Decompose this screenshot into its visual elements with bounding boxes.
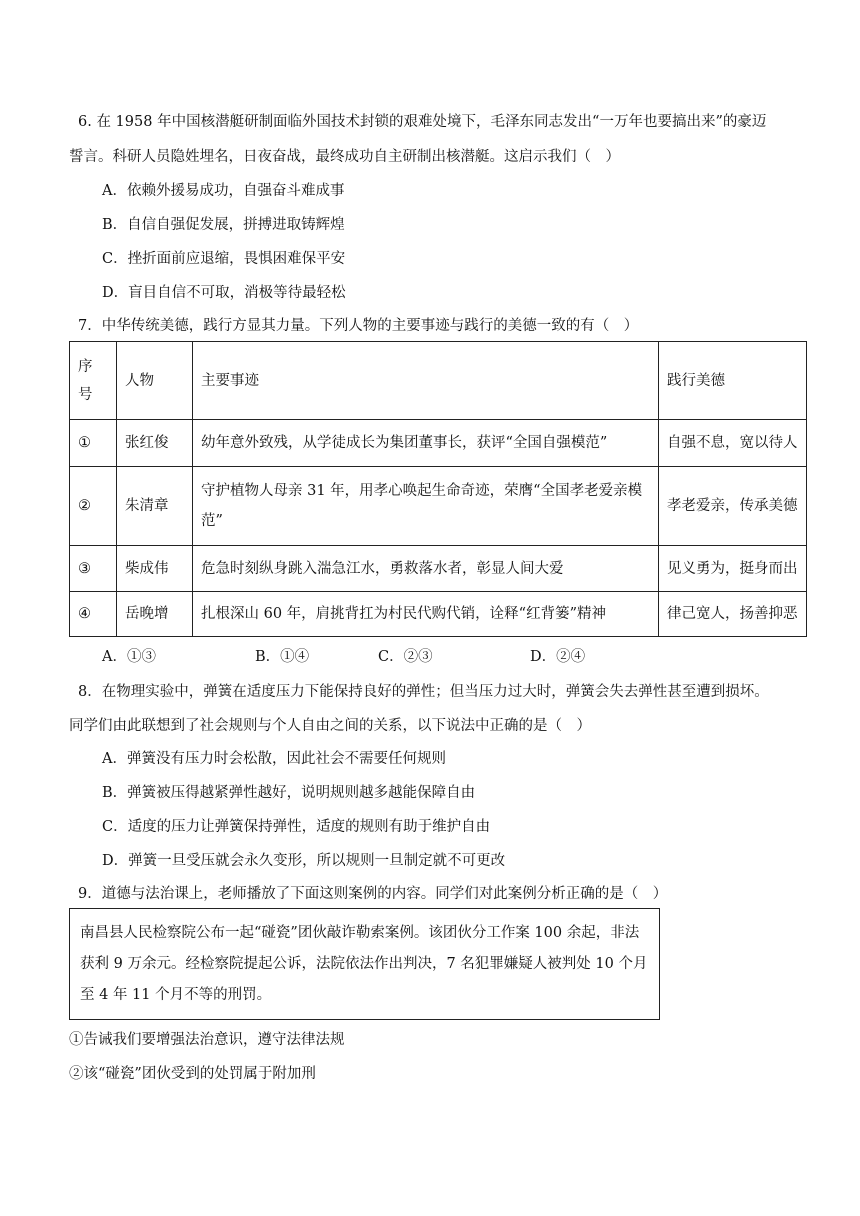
case-box (69, 908, 660, 1020)
virtue-table (69, 341, 807, 637)
case-line-1: 南昌县人民检察院公布一起“碰瓷”团伙敲诈勒索案例。该团伙分工作案 100 余起，非法 (80, 925, 640, 941)
q9-stem: 9．道德与法治课上，老师播放了下面这则案例的内容。同学们对此案例分析正确的是（ ） (78, 886, 668, 902)
q9-statement-1: ①告诫我们要增强法治意识，遵守法律法规 (69, 1032, 345, 1048)
q7-choice-a: A．①③ (102, 649, 156, 665)
q6-option-c: C．挫折面前应退缩，畏惧困难保平安 (102, 251, 346, 267)
row-deeds: 幼年意外致残，从学徒成长为集团董事长，获评“全国自强模范” (193, 420, 659, 467)
q8-option-a: A．弹簧没有压力时会松散，因此社会不需要任何规则 (102, 751, 446, 767)
header-virtue: 践行美德 (659, 342, 807, 420)
q7-choice-b: B．①④ (255, 649, 310, 665)
q6-option-d: D．盲目自信不可取，消极等待最轻松 (102, 285, 346, 301)
row-deeds: 守护植物人母亲 31 年，用孝心唤起生命奇迹，荣膺“全国孝老爱亲模范” (193, 467, 659, 546)
table-row (70, 592, 807, 637)
row-person: 柴成伟 (117, 546, 193, 592)
q8-stem-line2: 同学们由此联想到了社会规则与个人自由之间的关系，以下说法中正确的是（ ） (69, 718, 591, 734)
case-line-2: 获利 9 万余元。经检察院提起公诉，法院依法作出判决，7 名犯罪嫌疑人被判处 10 个月 (80, 956, 648, 972)
row-deeds: 扎根深山 60 年，肩挑背扛为村民代购代销，诠释“红背篓”精神 (193, 592, 659, 637)
table-row (70, 546, 807, 592)
case-line-3: 至 4 年 11 个月不等的刑罚。 (80, 987, 272, 1003)
row-virtue: 律己宽人，扬善抑恶 (659, 592, 807, 637)
row-person: 张红俊 (117, 420, 193, 467)
q6-option-b: B．自信自强促发展，拼搏进取铸辉煌 (102, 217, 345, 233)
q8-option-d: D．弹簧一旦受压就会永久变形，所以规则一旦制定就不可更改 (102, 853, 506, 869)
q7-choice-c: C．②③ (378, 649, 433, 665)
q6-stem-line2: 誓言。科研人员隐姓埋名，日夜奋战，最终成功自主研制出核潜艇。这启示我们（ ） (69, 149, 620, 165)
table-row (70, 420, 807, 467)
q8-option-b: B．弹簧被压得越紧弹性越好，说明规则越多越能保障自由 (102, 785, 476, 801)
row-virtue: 孝老爱亲，传承美德 (659, 467, 807, 546)
row-deeds: 危急时刻纵身跳入湍急江水，勇救落水者，彰显人间大爱 (193, 546, 659, 592)
q9-statement-2: ②该“碰瓷”团伙受到的处罚属于附加刑 (69, 1066, 316, 1082)
q8-option-c: C．适度的压力让弹簧保持弹性，适度的规则有助于维护自由 (102, 819, 491, 835)
row-virtue: 自强不息，宽以待人 (659, 420, 807, 467)
header-person: 人物 (117, 342, 193, 420)
q8-stem-line1: 8．在物理实验中，弹簧在适度压力下能保持良好的弹性；但当压力过大时，弹簧会失去弹性甚至遭到损坏。 (78, 684, 769, 700)
header-index: 序号 (70, 342, 117, 420)
row-person: 岳晚增 (117, 592, 193, 637)
row-index: ① (70, 420, 117, 467)
table-row (70, 467, 807, 546)
row-virtue: 见义勇为，挺身而出 (659, 546, 807, 592)
row-index: ② (70, 467, 117, 546)
q7-stem: 7．中华传统美德，践行方显其力量。下列人物的主要事迹与践行的美德一致的有（ ） (78, 318, 639, 334)
q6-stem-line1: 6. 在 1958 年中国核潜艇研制面临外国技术封锁的艰难处境下，毛泽东同志发出“一万年也要搞出来”的豪迈 (78, 114, 767, 130)
table-header-row (70, 342, 807, 420)
row-person: 朱清章 (117, 467, 193, 546)
row-index: ③ (70, 546, 117, 592)
q7-choice-d: D．②④ (530, 649, 586, 665)
row-index: ④ (70, 592, 117, 637)
header-deeds: 主要事迹 (193, 342, 659, 420)
q6-option-a: A．依赖外援易成功，自强奋斗难成事 (102, 183, 345, 199)
